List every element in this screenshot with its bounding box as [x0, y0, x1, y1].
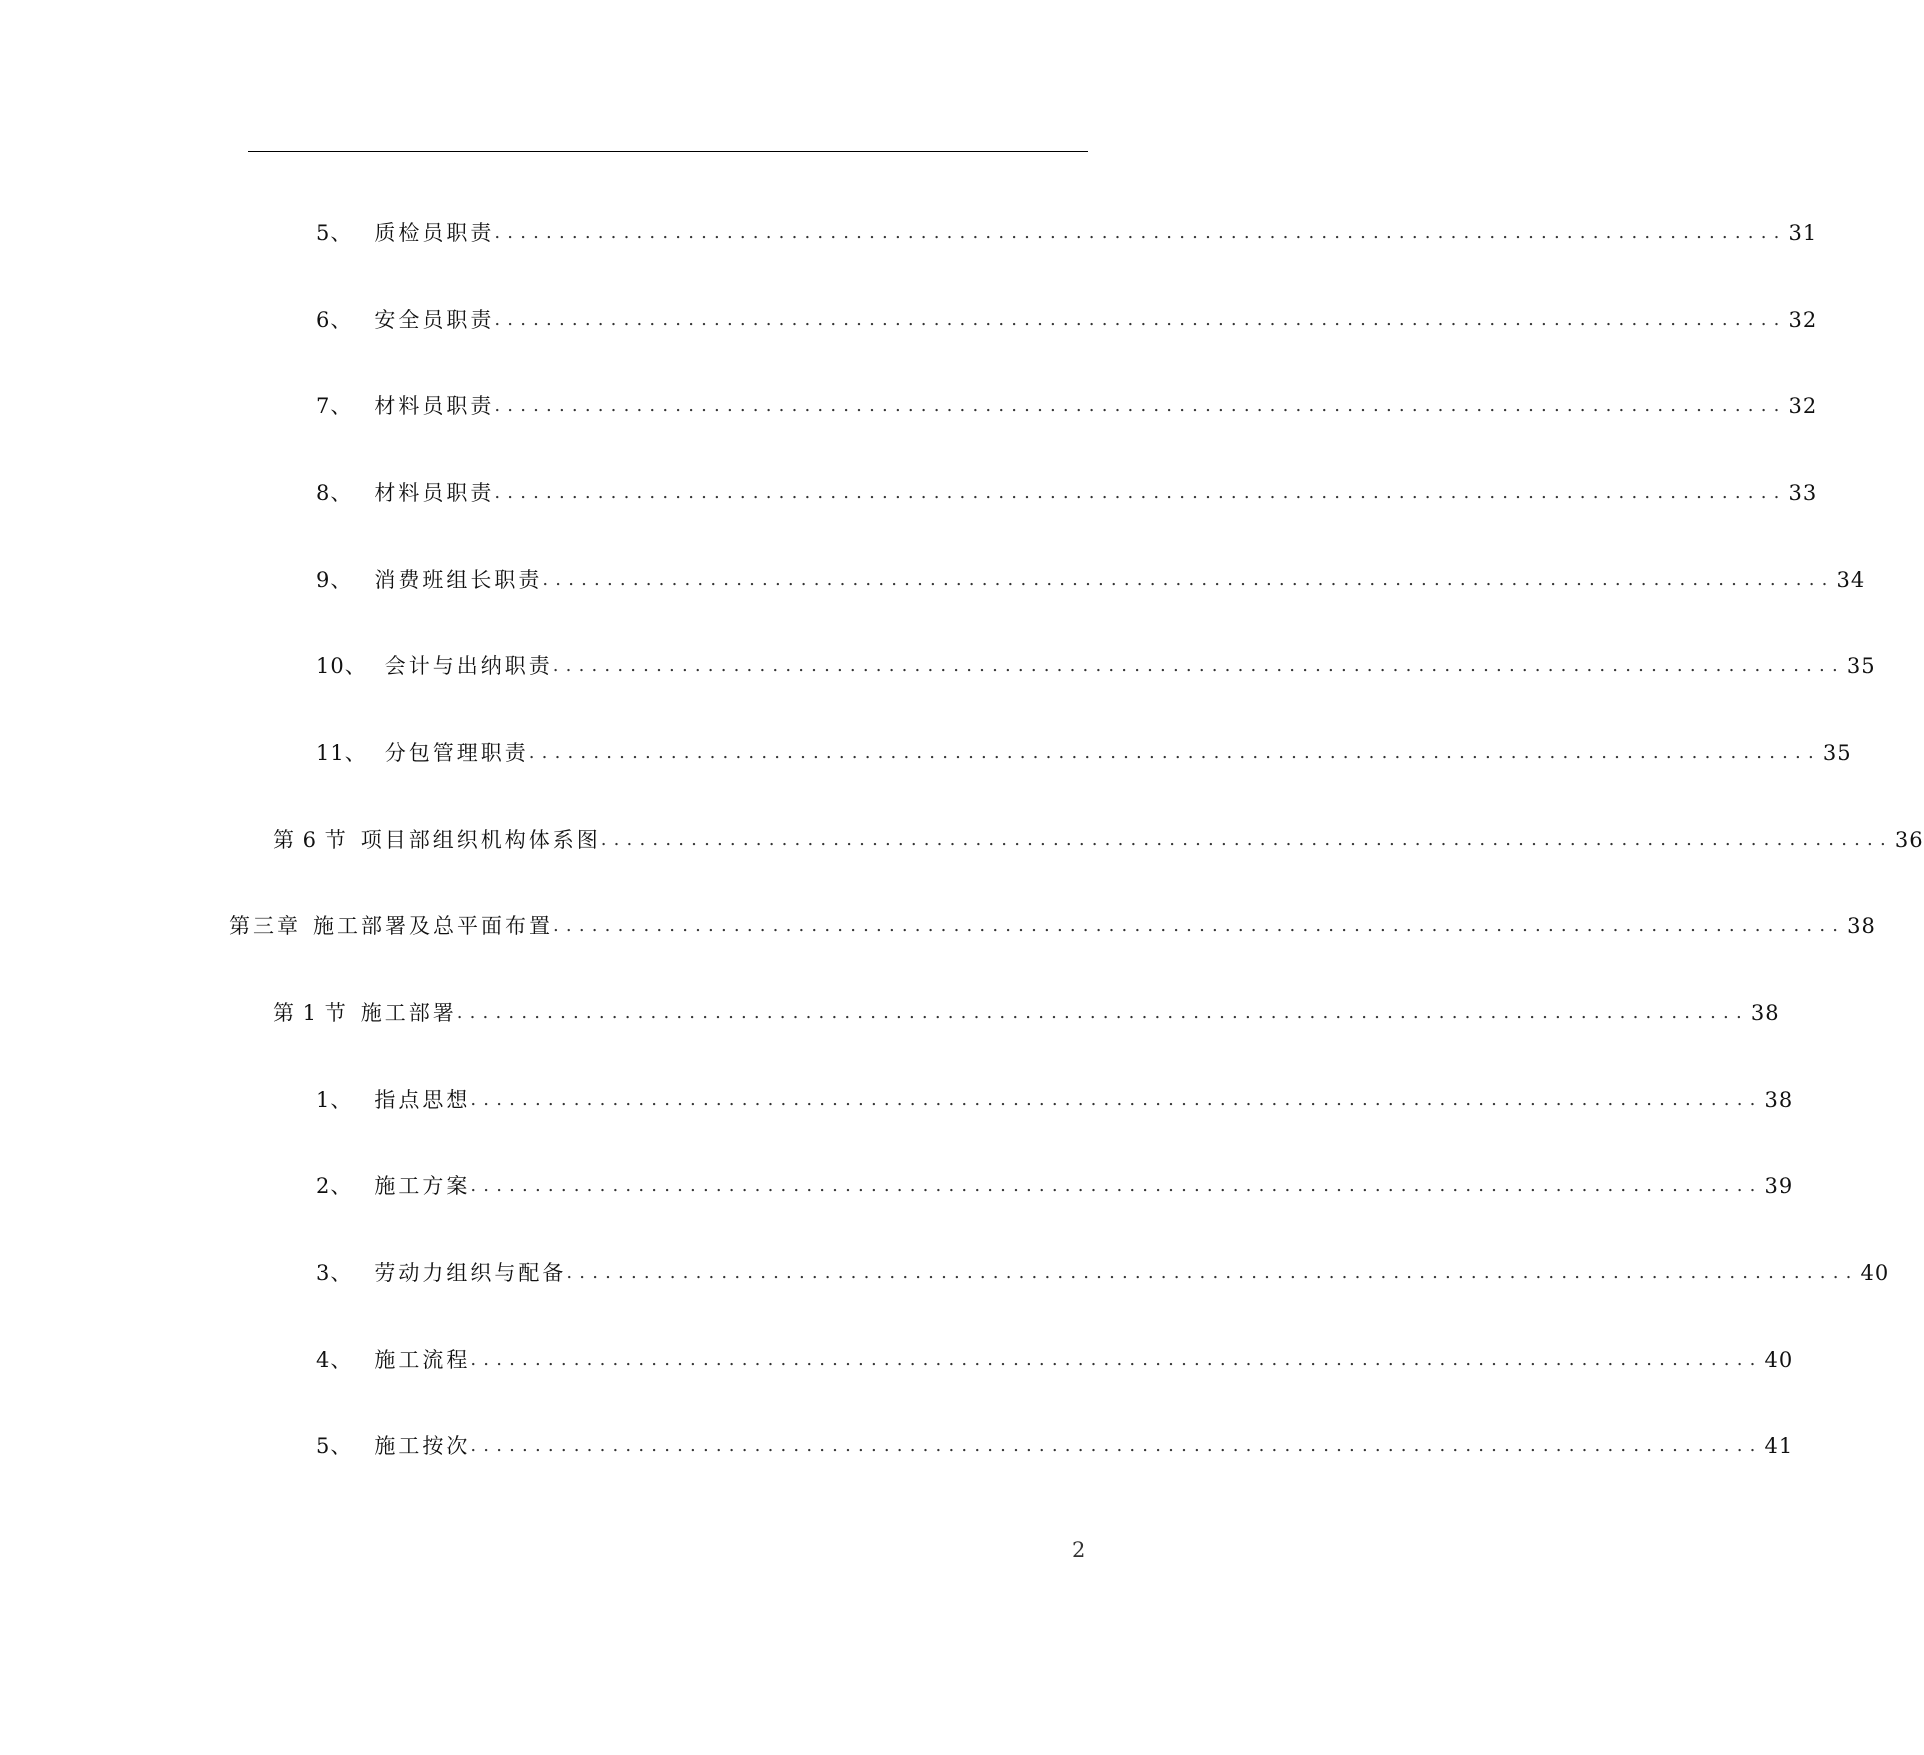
toc-dot-leader: .................................................................................................... [552, 655, 1845, 676]
toc-entry[interactable] [316, 378, 1818, 418]
toc-entry-title: 分包管理职责 [384, 741, 529, 765]
toc-dot-leader: .................................................................................................... [600, 829, 1893, 850]
toc-entry-number: 7、 [316, 394, 353, 418]
toc-dot-leader: .................................................................................................... [470, 1435, 1763, 1456]
toc-entry-page: 41 [1764, 1434, 1794, 1458]
toc-dot-leader: .................................................................................................... [494, 309, 1787, 330]
toc-entry[interactable] [316, 1332, 1794, 1372]
toc-entry-number: 6、 [316, 308, 353, 332]
toc-entry[interactable] [316, 552, 1866, 592]
toc-entry[interactable] [229, 898, 1876, 938]
toc-entry-page: 32 [1788, 308, 1818, 332]
toc-entry-page: 40 [1860, 1261, 1890, 1285]
toc-dot-leader: .................................................................................................... [470, 1349, 1763, 1370]
toc-entry-title: 材料员职责 [374, 394, 495, 418]
toc-entry-page: 38 [1847, 914, 1876, 938]
toc-entry-page: 33 [1788, 481, 1818, 505]
toc-entry[interactable] [273, 812, 1924, 852]
toc-entry-title: 项目部组织机构体系图 [360, 828, 601, 852]
toc-entry[interactable] [273, 985, 1780, 1025]
toc-entry-page: 38 [1750, 1001, 1780, 1025]
toc-entry-page: 38 [1764, 1088, 1794, 1112]
toc-entry-title: 消费班组长职责 [374, 568, 543, 592]
toc-dot-leader: .................................................................................................... [470, 1175, 1763, 1196]
toc-dot-leader: .................................................................................................... [456, 1002, 1749, 1023]
toc-entry-title: 材料员职责 [374, 481, 495, 505]
toc-entry-title: 施工流程 [374, 1348, 471, 1372]
toc-entry-title: 会计与出纳职责 [384, 654, 553, 678]
toc-entry-number: 1、 [316, 1088, 353, 1112]
toc-entry-number: 5、 [316, 1434, 353, 1458]
toc-dot-leader: .................................................................................................... [566, 1262, 1859, 1283]
toc-entry[interactable] [316, 1158, 1794, 1198]
toc-dot-leader: .................................................................................................... [494, 482, 1787, 503]
footer-page-number: 2 [1072, 1538, 1086, 1562]
toc-entry-title: 安全员职责 [374, 308, 495, 332]
toc-dot-leader: .................................................................................................... [528, 742, 1821, 763]
toc-entry[interactable] [316, 638, 1876, 678]
toc-entry-number: 8、 [316, 481, 353, 505]
toc-dot-leader: .................................................................................................... [553, 915, 1846, 936]
toc-dot-leader: .................................................................................................... [494, 395, 1787, 416]
toc-entry-number: 第三章 [229, 914, 301, 938]
toc-entry[interactable] [316, 465, 1818, 505]
toc-entry[interactable] [316, 1072, 1794, 1112]
toc-entry-page: 32 [1788, 394, 1818, 418]
toc-entry[interactable] [316, 725, 1852, 765]
toc-entry-page: 36 [1894, 828, 1924, 852]
toc-entry-title: 施工部署 [360, 1001, 457, 1025]
toc-entry[interactable] [316, 205, 1818, 245]
toc-entry-number: 第 1 节 [273, 1001, 347, 1025]
toc-entry-number: 11、 [316, 741, 367, 765]
toc-dot-leader: .................................................................................................... [494, 222, 1787, 243]
toc-entry-page: 35 [1846, 654, 1876, 678]
toc-entry-title: 指点思想 [374, 1088, 471, 1112]
toc-dot-leader: .................................................................................................... [470, 1089, 1763, 1110]
toc-entry-number: 5、 [316, 221, 353, 245]
toc-entry-number: 2、 [316, 1174, 353, 1198]
toc-entry[interactable] [316, 1245, 1890, 1285]
toc-entry-page: 35 [1822, 741, 1852, 765]
toc-entry-number: 第 6 节 [273, 828, 347, 852]
toc-entry-number: 10、 [316, 654, 367, 678]
toc-entry-number: 9、 [316, 568, 353, 592]
toc-entry-page: 39 [1764, 1174, 1794, 1198]
toc-entry-title: 施工方案 [374, 1174, 471, 1198]
toc-entry-page: 34 [1836, 568, 1866, 592]
toc-dot-leader: .................................................................................................... [542, 569, 1835, 590]
toc-entry-title: 质检员职责 [374, 221, 495, 245]
toc-entry-number: 4、 [316, 1348, 353, 1372]
toc-entry-title: 施工按次 [374, 1434, 471, 1458]
toc-entry-title: 施工部署及总平面布置 [313, 914, 553, 938]
toc-entry-page: 31 [1788, 221, 1818, 245]
toc-entry-title: 劳动力组织与配备 [374, 1261, 567, 1285]
toc-entry-number: 3、 [316, 1261, 353, 1285]
toc-entry-page: 40 [1764, 1348, 1794, 1372]
toc-entry[interactable] [316, 292, 1818, 332]
toc-entry[interactable] [316, 1418, 1794, 1458]
